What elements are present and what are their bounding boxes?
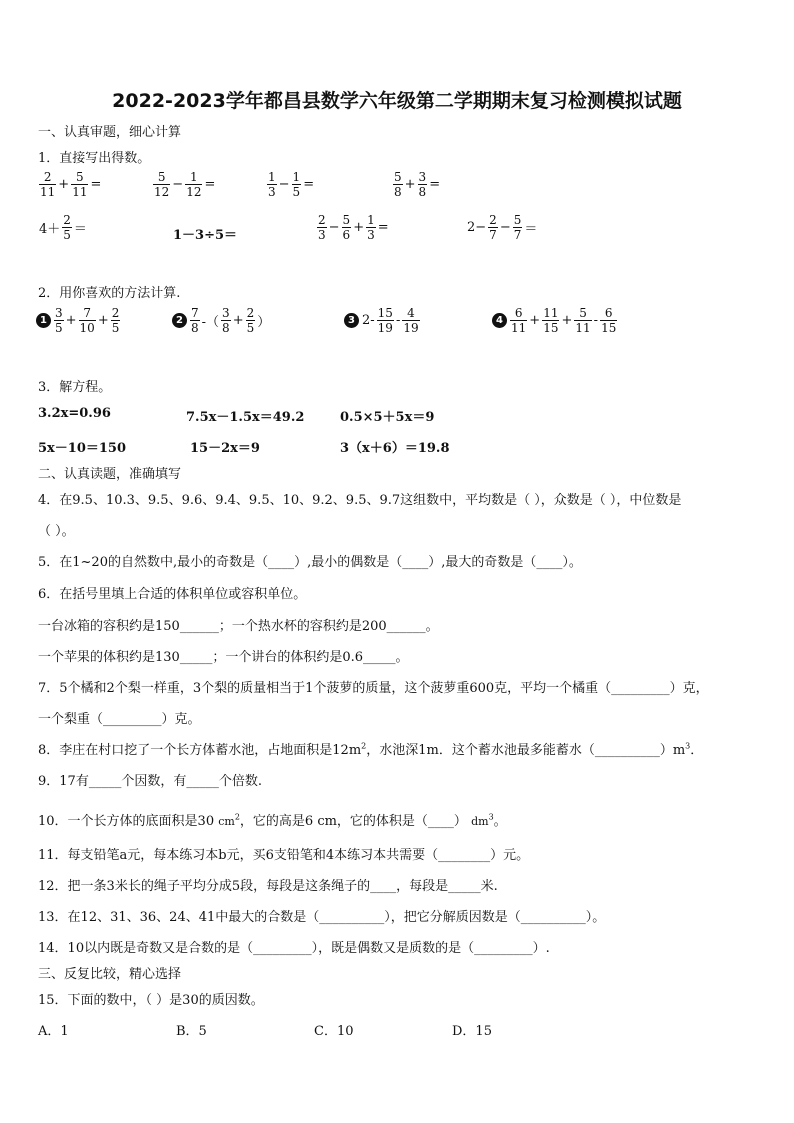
question-3-label: 3．解方程。 bbox=[38, 380, 112, 395]
operator: + bbox=[353, 220, 365, 235]
question-10-text-2: ，它的高是6 cm，它的体积是（____） bbox=[239, 814, 467, 829]
q1-expression-7 bbox=[316, 213, 390, 242]
question-9: 9．17有_____个因数，有_____个倍数. bbox=[38, 774, 262, 789]
fraction-denominator: 8 bbox=[418, 185, 427, 199]
fraction bbox=[600, 306, 617, 335]
question-11: 11．每支铅笔a元，每本练习本b元，买6支铅笔和4本练习本共需要（________）元。 bbox=[38, 848, 530, 863]
q2-expression-body-2 bbox=[189, 306, 271, 335]
fraction-numerator: 2 bbox=[318, 213, 326, 227]
fraction bbox=[185, 170, 202, 199]
fraction-denominator: 3 bbox=[268, 185, 276, 199]
fraction-denominator: 7 bbox=[489, 228, 497, 242]
fraction-denominator: 11 bbox=[511, 321, 527, 335]
operator: + bbox=[97, 313, 109, 328]
operator: 2− bbox=[467, 220, 487, 235]
fraction-denominator: 3 bbox=[367, 228, 375, 242]
fraction-denominator: 8 bbox=[394, 185, 402, 199]
operator: + bbox=[58, 177, 70, 192]
question-15-option-b: B．5 bbox=[176, 1024, 207, 1039]
fraction bbox=[342, 213, 352, 242]
operator: − bbox=[499, 220, 511, 235]
operator: + bbox=[529, 313, 541, 328]
equation-2: 7.5x－1.5x＝49.2 bbox=[186, 410, 305, 425]
fraction-numerator: 4 bbox=[407, 306, 415, 320]
question-7-line-2: 一个梨重（_________）克。 bbox=[38, 712, 201, 727]
operator: - bbox=[593, 313, 599, 328]
q1-expression-6 bbox=[172, 224, 238, 243]
question-8-text: 8．李庄在村口挖了一个长方体蓄水池，占地面积是12m bbox=[38, 743, 362, 758]
question-10-text: 10．一个长方体的底面积是30 bbox=[38, 814, 215, 829]
question-15-option-d: D．15 bbox=[452, 1024, 492, 1039]
fraction-numerator: 6 bbox=[514, 306, 523, 320]
operator: + bbox=[561, 313, 573, 328]
operator: ＝ bbox=[73, 222, 87, 237]
q2-expression-body-3 bbox=[361, 306, 421, 335]
operator: = bbox=[90, 177, 102, 192]
fraction-denominator: 8 bbox=[222, 321, 230, 335]
question-6-label: 6．在括号里填上合适的体积单位或容积单位。 bbox=[38, 587, 307, 602]
question-10-unit-2: dm bbox=[471, 815, 489, 828]
fraction bbox=[246, 306, 256, 335]
fraction-denominator: 5 bbox=[111, 321, 120, 335]
fraction-denominator: 8 bbox=[191, 321, 199, 335]
fraction-denominator: 15 bbox=[601, 321, 617, 335]
fraction bbox=[292, 170, 302, 199]
fraction-denominator: 5 bbox=[63, 228, 71, 242]
q1-expression-5 bbox=[38, 213, 88, 242]
fraction-denominator: 3 bbox=[318, 228, 326, 242]
fraction-numerator: 2 bbox=[489, 213, 497, 227]
equation-4: 5x－10＝150 bbox=[38, 441, 127, 456]
fraction-denominator: 6 bbox=[342, 228, 351, 242]
question-6-line-1: 一台冰箱的容积约是150______；一个热水杯的容积约是200______。 bbox=[38, 619, 439, 634]
q1-expression-2 bbox=[152, 170, 216, 199]
fraction bbox=[488, 213, 498, 242]
fraction-numerator: 3 bbox=[55, 306, 63, 320]
operator: ＝ bbox=[524, 222, 538, 237]
circled-number-icon: 1 bbox=[36, 313, 51, 328]
fraction-numerator: 1 bbox=[190, 170, 198, 184]
circled-number-icon: 2 bbox=[172, 313, 187, 328]
fraction-numerator: 2 bbox=[63, 213, 71, 227]
fraction bbox=[542, 306, 559, 335]
fraction-denominator: 5 bbox=[246, 321, 255, 335]
fraction-numerator: 2 bbox=[246, 306, 255, 320]
fraction-denominator: 11 bbox=[40, 185, 56, 199]
q2-expression-2 bbox=[172, 306, 271, 335]
fraction-numerator: 3 bbox=[222, 306, 230, 320]
fraction bbox=[71, 170, 88, 199]
fraction bbox=[510, 306, 527, 335]
fraction-denominator: 5 bbox=[55, 321, 63, 335]
fraction-numerator: 2 bbox=[111, 306, 120, 320]
question-4-line-2: （ ）。 bbox=[38, 524, 75, 539]
operator: − bbox=[278, 177, 290, 192]
fraction-denominator: 10 bbox=[79, 321, 95, 335]
fraction bbox=[190, 306, 200, 335]
fraction-numerator: 6 bbox=[604, 306, 613, 320]
operator: − bbox=[172, 177, 184, 192]
fraction-numerator: 3 bbox=[418, 170, 427, 184]
fraction-numerator: 11 bbox=[543, 306, 559, 320]
fraction bbox=[79, 306, 96, 335]
question-8-sup-1: 2 bbox=[361, 741, 367, 751]
fraction bbox=[111, 306, 121, 335]
fraction-denominator: 11 bbox=[575, 321, 591, 335]
operator: -（ bbox=[201, 315, 220, 330]
fraction bbox=[393, 170, 403, 199]
fraction bbox=[418, 170, 428, 199]
fraction-denominator: 12 bbox=[186, 185, 202, 199]
operator: − bbox=[328, 220, 340, 235]
question-10-unit-1: cm bbox=[218, 815, 235, 828]
question-12: 12．把一条3米长的绳子平均分成5段，每段是这条绳子的____，每段是_____米. bbox=[38, 879, 498, 894]
fraction-denominator: 19 bbox=[377, 321, 393, 335]
fraction bbox=[402, 306, 419, 335]
fraction-numerator: 5 bbox=[157, 170, 166, 184]
fraction-denominator: 5 bbox=[292, 185, 301, 199]
circled-number-icon: 3 bbox=[344, 313, 359, 328]
fraction-denominator: 11 bbox=[72, 185, 88, 199]
fraction bbox=[153, 170, 170, 199]
fraction bbox=[221, 306, 231, 335]
fraction bbox=[574, 306, 591, 335]
fraction-numerator: 15 bbox=[377, 306, 393, 320]
operator: - bbox=[395, 313, 401, 328]
operator: = bbox=[303, 177, 315, 192]
fraction-denominator: 15 bbox=[543, 321, 559, 335]
fraction-numerator: 1 bbox=[367, 213, 375, 227]
question-10-text-3: 。 bbox=[493, 814, 507, 829]
section-1-heading: 一、认真审题，细心计算 bbox=[38, 125, 182, 140]
operator: + bbox=[65, 313, 77, 328]
fraction bbox=[62, 213, 72, 242]
equation-1: 3.2x=0.96 bbox=[38, 406, 111, 421]
question-8-sup-2: 3 bbox=[685, 741, 691, 751]
circled-number-icon: 4 bbox=[492, 313, 507, 328]
question-14: 14．10以内既是奇数又是合数的是（_________），既是偶数又是质数的是（_________）. bbox=[38, 941, 550, 956]
operator: ） bbox=[257, 315, 271, 330]
q1-expression-4 bbox=[392, 170, 441, 199]
equation-3: 0.5×5＋5x＝9 bbox=[340, 410, 435, 425]
fraction bbox=[317, 213, 327, 242]
question-8 bbox=[38, 739, 703, 758]
page-title: 2022-2023学年都昌县数学六年级第二学期期末复习检测模拟试题 bbox=[112, 90, 682, 112]
operator: 2- bbox=[362, 313, 375, 328]
operator: 4＋ bbox=[39, 222, 61, 237]
fraction-numerator: 5 bbox=[394, 170, 402, 184]
fraction-numerator: 5 bbox=[513, 213, 522, 227]
fraction-numerator: 5 bbox=[76, 170, 84, 184]
question-15-option-a: A．1 bbox=[38, 1024, 69, 1039]
q2-expression-body-4 bbox=[509, 306, 618, 335]
equation-5: 15－2x＝9 bbox=[190, 441, 260, 456]
question-10-sup-2: 3 bbox=[488, 812, 494, 822]
fraction-numerator: 1 bbox=[268, 170, 276, 184]
operator: 1－3÷5＝ bbox=[173, 228, 238, 243]
question-1-label: 1．直接写出得数。 bbox=[38, 151, 151, 166]
operator: + bbox=[232, 313, 244, 328]
q2-expression-3 bbox=[344, 306, 421, 335]
fraction bbox=[377, 306, 394, 335]
q1-expression-8 bbox=[466, 213, 538, 242]
fraction bbox=[39, 170, 56, 199]
question-15-label: 15．下面的数中，（ ）是30的质因数。 bbox=[38, 993, 264, 1008]
operator: + bbox=[404, 177, 416, 192]
fraction-numerator: 2 bbox=[43, 170, 52, 184]
question-8-text-2: ，水池深1m．这个蓄水池最多能蓄水（__________）m bbox=[366, 743, 686, 758]
fraction-numerator: 5 bbox=[579, 306, 587, 320]
question-6-line-2: 一个苹果的体积约是130_____；一个讲台的体积约是0.6_____。 bbox=[38, 650, 409, 665]
question-7-line-1: 7．5个橘和2个梨一样重，3个梨的质量相当于1个菠萝的质量，这个菠萝重600克，平均一个橘重（_________）克， bbox=[38, 681, 709, 696]
operator: = bbox=[204, 177, 216, 192]
question-2-label: 2．用你喜欢的方法计算. bbox=[38, 286, 181, 301]
fraction-denominator: 7 bbox=[513, 228, 522, 242]
fraction bbox=[267, 170, 277, 199]
fraction bbox=[513, 213, 523, 242]
section-2-heading: 二、认真读题，准确填写 bbox=[38, 467, 182, 482]
fraction-numerator: 1 bbox=[292, 170, 301, 184]
operator: = bbox=[429, 177, 441, 192]
q2-expression-body-1 bbox=[53, 306, 121, 335]
operator: = bbox=[377, 220, 389, 235]
q2-expression-4 bbox=[492, 306, 618, 335]
fraction-denominator: 19 bbox=[403, 321, 419, 335]
question-10-sup-1: 2 bbox=[234, 812, 240, 822]
q2-expression-1 bbox=[36, 306, 121, 335]
fraction-denominator: 12 bbox=[154, 185, 170, 199]
question-10 bbox=[38, 810, 507, 829]
question-13: 13．在12、31、36、24、41中最大的合数是（__________），把它分解质因数是（__________）。 bbox=[38, 910, 606, 925]
q1-expression-1 bbox=[38, 170, 102, 199]
question-15-option-c: C．10 bbox=[314, 1024, 354, 1039]
fraction bbox=[54, 306, 64, 335]
question-8-text-3: ． bbox=[690, 743, 704, 758]
q1-expression-3 bbox=[266, 170, 315, 199]
section-3-heading: 三、反复比较，精心选择 bbox=[38, 967, 182, 982]
fraction-numerator: 7 bbox=[191, 306, 199, 320]
question-5: 5．在1~20的自然数中,最小的奇数是（____）,最小的偶数是（____）,最大的奇数是（____）。 bbox=[38, 555, 582, 570]
question-4-line-1: 4．在9.5、10.3、9.5、9.6、9.4、9.5、10、9.2、9.5、9.7这组数中，平均数是（ ），众数是（ ），中位数是 bbox=[38, 493, 682, 508]
fraction-numerator: 5 bbox=[342, 213, 351, 227]
fraction-numerator: 7 bbox=[83, 306, 91, 320]
equation-6: 3（x＋6）＝19.8 bbox=[340, 441, 450, 456]
fraction bbox=[366, 213, 376, 242]
